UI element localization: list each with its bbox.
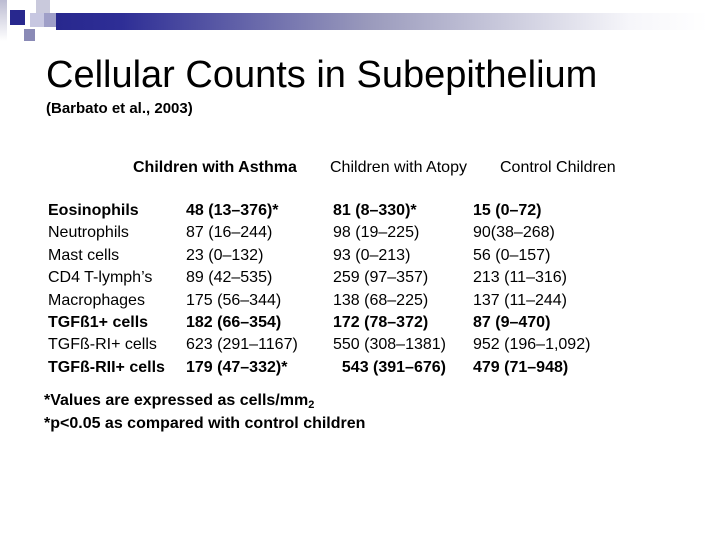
cell-atopy: 172 (78–372): [333, 313, 429, 331]
row-label: Neutrophils: [48, 224, 129, 242]
row-label: Eosinophils: [48, 202, 139, 219]
column-header-atopy: Children with Atopy: [330, 159, 467, 176]
page-title: Cellular Counts in Subepithelium: [46, 54, 598, 96]
citation: (Barbato et al., 2003): [46, 100, 193, 117]
cell-control: 213 (11–316): [473, 269, 567, 287]
table-header-row: [0, 159, 720, 179]
row-label: CD4 T-lymph’s: [48, 269, 153, 287]
deco-gradient-bar: [56, 13, 708, 30]
cell-control: 90(38–268): [473, 224, 555, 242]
cell-asthma: 623 (291–1167): [186, 336, 298, 354]
table-row: [48, 222, 688, 244]
footnote-units: [44, 390, 365, 413]
cell-atopy: 543 (391–676): [333, 358, 446, 376]
cell-asthma: 87 (16–244): [186, 224, 273, 242]
row-label: TGFß-RI+ cells: [48, 336, 157, 354]
table-row: [48, 312, 688, 334]
cell-control: 137 (11–244): [473, 291, 567, 309]
cell-asthma: 89 (42–535): [186, 269, 273, 287]
table-row: [48, 334, 688, 356]
deco-square-lavender-light: [30, 13, 44, 27]
footnotes: [44, 390, 365, 435]
row-label: TGFß-RII+ cells: [48, 358, 165, 376]
footnote-units-text: *Values are expressed as cells/mm: [44, 392, 309, 409]
row-label: TGFß1+ cells: [48, 313, 149, 331]
deco-square-slate: [24, 29, 35, 41]
cell-asthma: 48 (13–376)*: [186, 202, 279, 219]
cell-control: 15 (0–72): [473, 202, 542, 219]
cell-atopy: 259 (97–357): [333, 269, 429, 287]
table-row: [48, 245, 688, 267]
cell-asthma: 179 (47–332)*: [186, 358, 288, 376]
deco-gradient-strip: [0, 0, 7, 41]
column-header-asthma: Children with Asthma: [133, 159, 297, 176]
cell-control: 479 (71–948): [473, 358, 569, 376]
footnote-units-subscript: 2: [308, 399, 315, 411]
table-row: [48, 267, 688, 289]
cell-atopy: 98 (19–225): [333, 224, 420, 242]
cell-asthma: 23 (0–132): [186, 246, 264, 264]
deco-square-navy: [10, 10, 25, 25]
cell-atopy: 93 (0–213): [333, 246, 411, 264]
cell-atopy: 81 (8–330)*: [333, 202, 417, 219]
row-label: Macrophages: [48, 291, 145, 309]
cell-control: 87 (9–470): [473, 313, 551, 331]
deco-square-gray: [36, 0, 50, 13]
cell-control: 952 (196–1,092): [473, 336, 591, 354]
cell-control: 56 (0–157): [473, 246, 551, 264]
table-row: [48, 200, 688, 222]
table-body: [48, 200, 688, 379]
cell-atopy: 138 (68–225): [333, 291, 429, 309]
column-header-control: Control Children: [500, 159, 616, 176]
cell-atopy: 550 (308–1381): [333, 336, 446, 354]
cell-asthma: 175 (56–344): [186, 291, 282, 309]
table-row: [48, 290, 688, 312]
cell-asthma: 182 (66–354): [186, 313, 282, 331]
row-label: Mast cells: [48, 246, 120, 264]
footnote-pvalue: *p<0.05 as compared with control children: [44, 415, 366, 432]
table-row: [48, 357, 688, 379]
